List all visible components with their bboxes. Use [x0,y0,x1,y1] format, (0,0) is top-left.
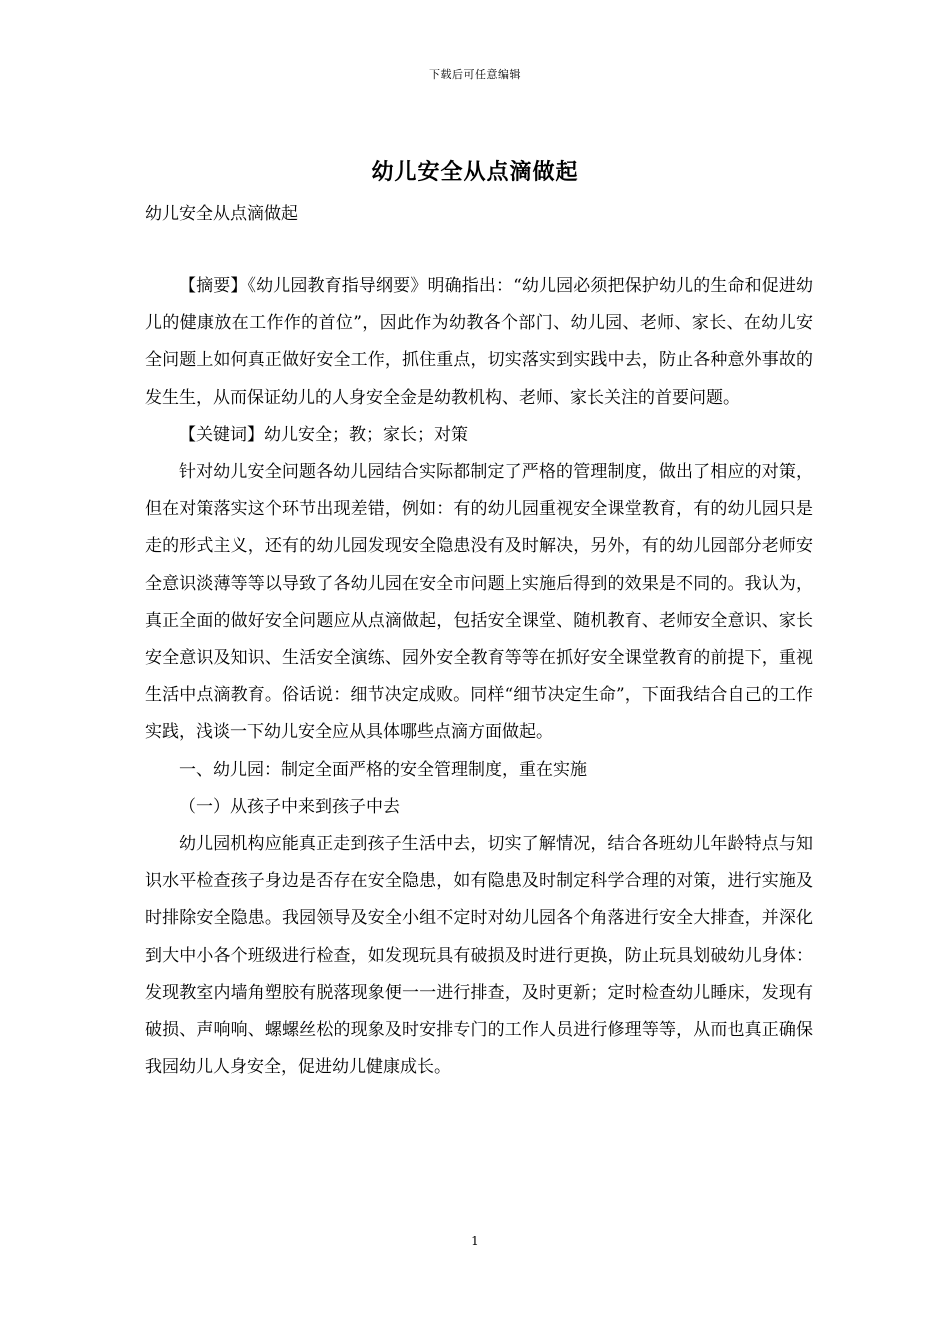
document-title: 幼儿安全从点滴做起 [371,159,579,185]
abstract-paragraph: 【摘要】《幼儿园教育指导纲要》明确指出：“幼儿园必须把保护幼儿的生命和促进幼儿的健康放在工作作的首位”，因此作为幼教各个部门、幼儿园、老师、家长、在幼儿安全问题上如何真正做好安全工作，抓住重点，切实落实到实践中去，防止各种意外事故的发生生，从而保证幼儿的人身安全金是幼教机构、老师、家长关注的首要问题。 [145,276,813,408]
intro-paragraph: 针对幼儿安全问题各幼儿园结合实际都制定了严格的管理制度，做出了相应的对策，但在对策落实这个环节出现差错，例如：有的幼儿园重视安全课堂教育，有的幼儿园只是走的形式主义，还有的幼儿园发现安全隐患没有及时解决，另外，有的幼儿园部分老师安全意识淡薄等等以导致了各幼儿园在安全市问题上实施后得到的效果是不同的。我认为，真正全面的做好安全问题应从点滴做起，包括安全课堂、随机教育、老师安全意识、家长安全意识及知识、生活安全演练、园外安全教育等等在抓好安全课堂教育的前提下，重视生活中点滴教育。俗话说：细节决定成败。同样“细节决定生命”，下面我结合自己的工作实践，浅谈一下幼儿安全应从具体哪些点滴方面做起。 [145,462,813,743]
header-note: 下载后可任意编辑 [429,68,521,81]
document-body [145,268,813,1086]
body-paragraph: 幼儿园机构应能真正走到孩子生活中去，切实了解情况，结合各班幼儿年龄特点与知识水平检查孩子身边是否存在安全隐患，如有隐患及时制定科学合理的对策，进行实施及时排除安全隐患。我园领导及安全小组不定时对幼儿园各个角落进行安全大排查，并深化到大中小各个班级进行检查，如发现玩具有破损及时进行更换，防止玩具划破幼儿身体：发现教室内墙角塑胶有脱落现象便一一进行排查，及时更新；定时检查幼儿睡床，发现有破损、声响响、螺螺丝松的现象及时安排专门的工作人员进行修理等等，从而也真正确保我园幼儿人身安全，促进幼儿健康成长。 [145,834,813,1078]
subsection-heading: （一）从孩子中来到孩子中去 [179,796,400,817]
page-number: 1 [471,1234,479,1248]
document-subtitle: 幼儿安全从点滴做起 [145,204,298,224]
section-heading: 一、幼儿园：制定全面严格的安全管理制度，重在实施 [179,759,587,780]
keywords-paragraph: 【关键词】幼儿安全；教；家长；对策 [179,424,468,445]
